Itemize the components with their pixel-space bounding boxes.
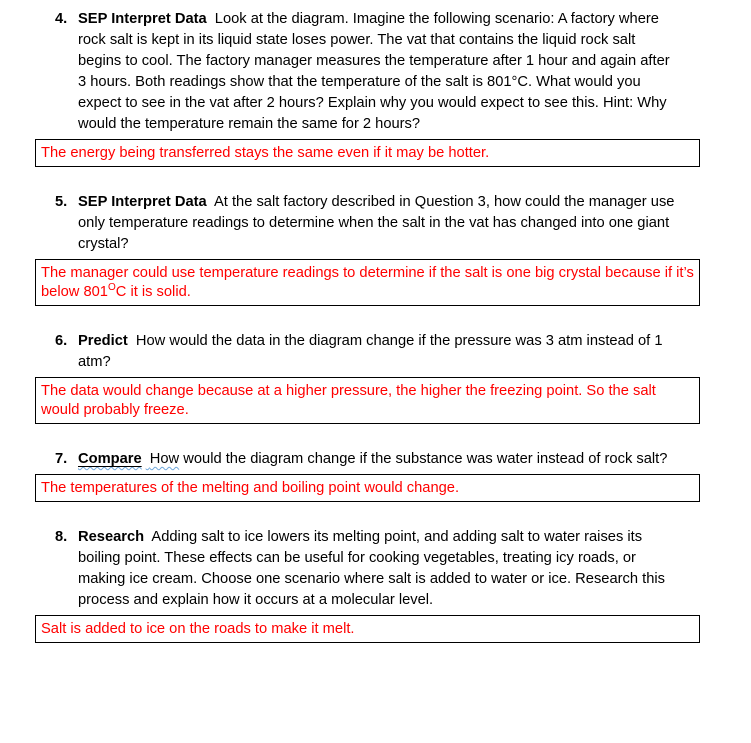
question-4-keyword: SEP Interpret Data — [78, 11, 207, 27]
question-5-body: At the salt factory described in Question 3, how could the manager use only temperature readings to determine when the salt in the vat has changed into one giant crystal? — [78, 194, 675, 252]
question-5-number: 5. — [55, 194, 68, 210]
question-6-number: 6. — [55, 333, 68, 349]
question-4-body: Look at the diagram. Imagine the following scenario: A factory where rock salt is kept in its liquid state loses power. The vat that contains the liquid rock salt begins to cool. The factory manager measures the temperature after 1 hour and again after 3 hours. Both readings show that the temperature of the salt is 801°C. What would you expect to see in the vat after 2 hours? Explain why you would expect to see this. Hint: Why would the temperature remain the same for 2 hours? — [78, 11, 670, 132]
question-7 — [55, 449, 679, 470]
answer-5-text-before: The manager could use temperature readings to determine if the salt is one big crystal because if it’s below 801 — [41, 265, 694, 300]
answer-box-5[interactable] — [35, 259, 700, 306]
question-6-keyword: Predict — [78, 333, 128, 349]
question-6-body: How would the data in the diagram change if the pressure was 3 atm instead of 1 atm? — [78, 333, 663, 370]
answer-7-text: The temperatures of the melting and boiling point would change. — [41, 480, 460, 496]
question-5-content — [78, 192, 679, 255]
answer-4-text: The energy being transferred stays the same even if it may be hotter. — [41, 145, 490, 161]
question-7-body: would the diagram change if the substance was water instead of rock salt? — [183, 451, 668, 467]
answer-box-6[interactable] — [35, 377, 700, 424]
answer-5-text-after: C it is solid. — [115, 284, 191, 300]
answer-box-8[interactable] — [35, 615, 700, 643]
question-4-content — [78, 9, 679, 135]
question-8-body: Adding salt to ice lowers its melting point, and adding salt to water raises its boiling point. These effects can be useful for cooking vegetables, treating icy roads, or making ice cream. Choose one scenario where salt is added to water or ice. Research this process and explain how it occurs at a molecular level. — [78, 529, 665, 608]
question-7-keyword2: How — [149, 451, 180, 467]
question-5 — [55, 192, 679, 255]
question-8 — [55, 527, 679, 611]
grammar-squiggle — [78, 451, 179, 467]
answer-6-text: The data would change because at a higher pressure, the higher the freezing point. So the salt would probably freeze. — [41, 383, 656, 418]
question-8-keyword: Research — [78, 529, 145, 545]
question-7-keyword: Compare — [78, 451, 142, 467]
question-4 — [55, 9, 679, 135]
question-5-keyword: SEP Interpret Data — [78, 194, 207, 210]
answer-8-text: Salt is added to ice on the roads to make it melt. — [41, 621, 355, 637]
question-4-number: 4. — [55, 11, 68, 27]
answer-box-7[interactable] — [35, 474, 700, 502]
answer-5-superscript: O — [107, 282, 116, 294]
question-8-number: 8. — [55, 529, 68, 545]
answer-box-4[interactable] — [35, 139, 700, 167]
question-6-content — [78, 331, 679, 373]
question-7-content — [78, 449, 679, 470]
question-8-content — [78, 527, 679, 611]
question-7-number: 7. — [55, 451, 68, 467]
question-6 — [55, 331, 679, 373]
